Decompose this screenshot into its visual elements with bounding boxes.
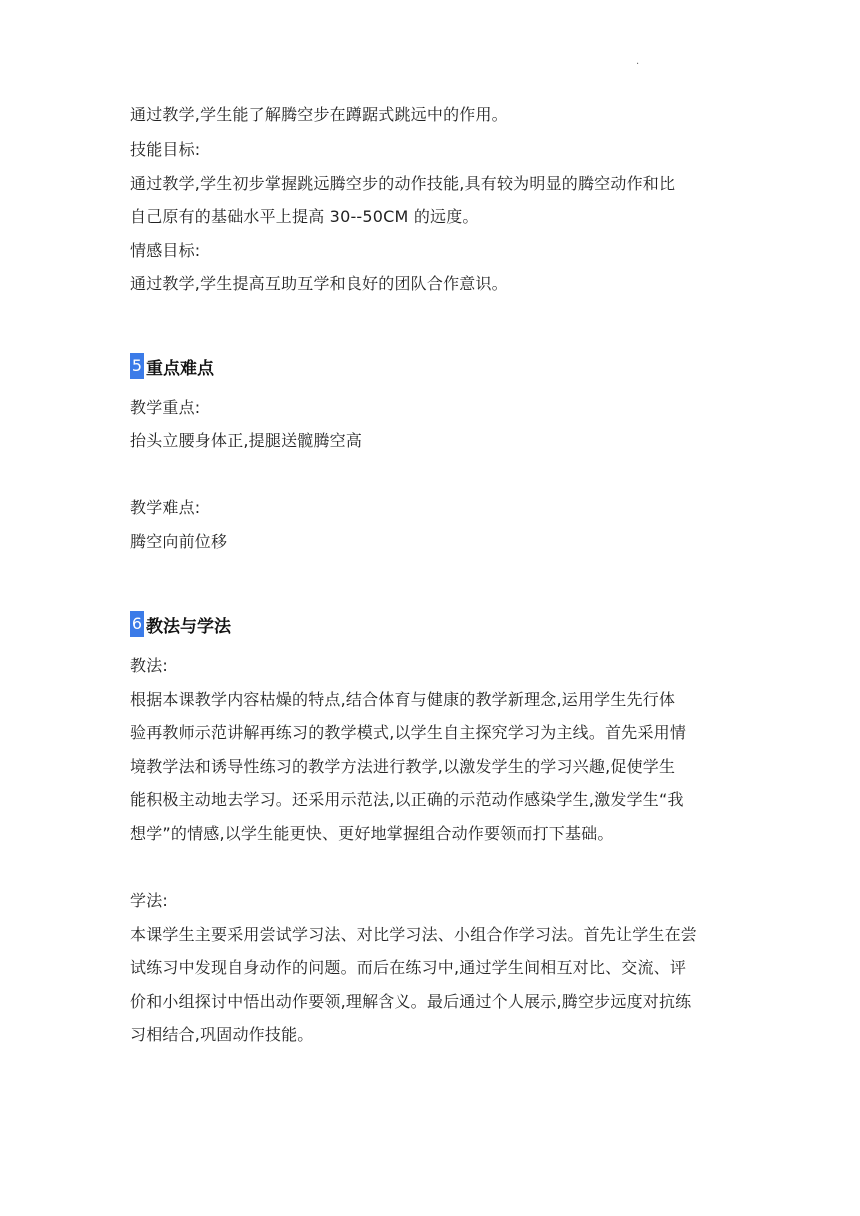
- section-6-heading: [130, 611, 231, 637]
- key-point-label: 教学重点:: [130, 398, 201, 417]
- section-6-title: 教法与学法: [146, 616, 231, 637]
- difficulty-text: 腾空向前位移: [130, 532, 228, 551]
- learning-method-label: 学法:: [130, 891, 168, 910]
- page-marker-dot: .: [636, 56, 640, 67]
- section-5-heading: [130, 353, 214, 379]
- key-point-text: 抬头立腰身体正,提腿送髋腾空高: [130, 431, 363, 450]
- difficulty-label: 教学难点:: [130, 498, 201, 517]
- teaching-method-line: 验再教师示范讲解再练习的教学模式,以学生自主探究学习为主线。首先采用情: [130, 723, 687, 742]
- teaching-method-line: 根据本课教学内容枯燥的特点,结合体育与健康的教学新理念,运用学生先行体: [130, 690, 676, 709]
- section-5-title: 重点难点: [146, 358, 214, 379]
- emotion-goal-text: 通过教学,学生提高互助互学和良好的团队合作意识。: [130, 274, 508, 293]
- skill-goal-text-line-1: 通过教学,学生初步掌握跳远腾空步的动作技能,具有较为明显的腾空动作和比: [130, 174, 676, 193]
- cognitive-goal-text: 通过教学,学生能了解腾空步在蹲踞式跳远中的作用。: [130, 105, 508, 124]
- section-5-number: 5: [130, 353, 144, 379]
- teaching-method-line: 想学”的情感,以学生能更快、更好地掌握组合动作要领而打下基础。: [130, 824, 614, 843]
- skill-goal-label: 技能目标:: [130, 140, 201, 159]
- skill-goal-text-line-2: 自己原有的基础水平上提高 30--50CM 的远度。: [130, 207, 479, 226]
- emotion-goal-label: 情感目标:: [130, 241, 201, 260]
- teaching-method-label: 教法:: [130, 656, 168, 675]
- learning-method-line: 本课学生主要采用尝试学习法、对比学习法、小组合作学习法。首先让学生在尝: [130, 925, 698, 944]
- teaching-method-line: 能积极主动地去学习。还采用示范法,以正确的示范动作感染学生,激发学生“我: [130, 790, 684, 809]
- teaching-method-line: 境教学法和诱导性练习的教学方法进行教学,以激发学生的学习兴趣,促使学生: [130, 757, 676, 776]
- section-6-number: 6: [130, 611, 144, 637]
- learning-method-line: 试练习中发现自身动作的问题。而后在练习中,通过学生间相互对比、交流、评: [130, 958, 687, 977]
- learning-method-line: 习相结合,巩固动作技能。: [130, 1025, 314, 1044]
- learning-method-line: 价和小组探讨中悟出动作要领,理解含义。最后通过个人展示,腾空步远度对抗练: [130, 992, 692, 1011]
